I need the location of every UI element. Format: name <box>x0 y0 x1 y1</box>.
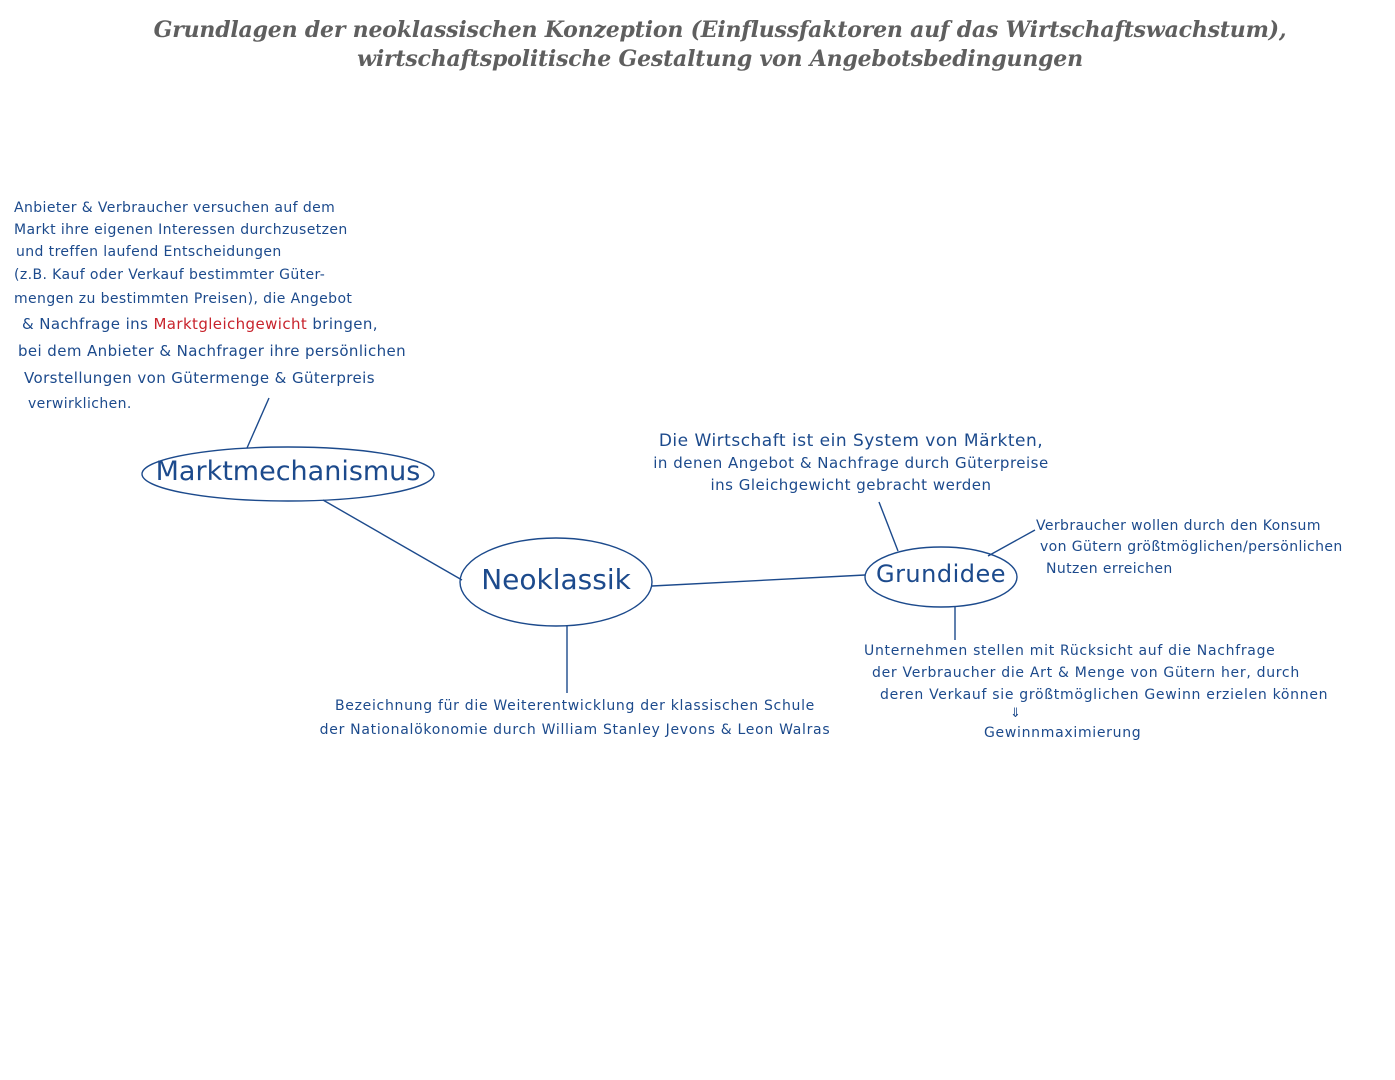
title-line-1: Grundlagen der neoklassischen Konzeption (Einflussfaktoren auf das Wirtschaftswachstum), <box>153 17 1287 43</box>
note-line: deren Verkauf sie größtmöglichen Gewinn erzielen können <box>880 687 1329 703</box>
note-line: Bezeichnung für die Weiterentwicklung der klassischen Schule <box>334 698 815 714</box>
note-grundidee-right <box>1036 516 1343 580</box>
note-conclusion: Gewinnmaximierung <box>984 725 1142 741</box>
connector-neoklassik-grundidee <box>652 575 865 586</box>
note-line: verwirklichen. <box>28 396 132 412</box>
note-line: der Verbraucher die Art & Menge von Gütern her, durch <box>872 665 1300 681</box>
note-line: mengen zu bestimmten Preisen), die Angebot <box>14 291 353 307</box>
note-line: Nutzen erreichen <box>1046 561 1173 577</box>
connector-grundidee-right-note <box>988 530 1035 556</box>
connector-grundidee-top-note <box>879 502 898 551</box>
node-marktmechanismus <box>142 456 434 487</box>
note-line: in denen Angebot & Nachfrage durch Güterpreise <box>653 454 1049 472</box>
node-neoklassik <box>460 563 652 596</box>
note-line: Verbraucher wollen durch den Konsum <box>1036 518 1321 534</box>
node-grundidee <box>865 560 1017 588</box>
note-neoklassik <box>285 694 865 742</box>
node-neoklassik-label: Neoklassik <box>481 563 631 596</box>
note-text: & Nachfrage ins <box>22 315 154 333</box>
connector-marktmechanismus-neoklassik <box>323 500 462 580</box>
note-line: der Nationalökonomie durch William Stanley Jevons & Leon Walras <box>319 722 831 738</box>
double-arrow-down-icon: ⇓ <box>1010 706 1022 721</box>
note-text: bringen, <box>307 315 378 333</box>
note-line: ins Gleichgewicht gebracht werden <box>710 476 992 494</box>
note-grundidee-top <box>636 430 1066 496</box>
note-line: Anbieter & Verbraucher versuchen auf dem <box>14 200 336 216</box>
note-line: (z.B. Kauf oder Verkauf bestimmter Güter- <box>14 267 326 283</box>
note-line: Markt ihre eigenen Interessen durchzusetzen <box>14 222 348 238</box>
node-grundidee-label: Grundidee <box>875 560 1007 588</box>
note-marktmechanismus <box>14 197 406 416</box>
note-line: und treffen laufend Entscheidungen <box>16 244 282 260</box>
highlight-marktgleichgewicht: Marktgleichgewicht <box>153 315 308 333</box>
note-line: Die Wirtschaft ist ein System von Märkten, <box>658 431 1044 451</box>
note-line-highlight <box>14 311 406 338</box>
note-grundidee-bottom <box>864 640 1328 744</box>
note-line: von Gütern größtmöglichen/persönlichen <box>1040 539 1343 555</box>
title-line-2: wirtschaftspolitische Gestaltung von Angebotsbedingungen <box>357 46 1083 72</box>
note-line: bei dem Anbieter & Nachfrager ihre persönlichen <box>18 342 407 360</box>
note-line: Unternehmen stellen mit Rücksicht auf die Nachfrage <box>864 643 1276 659</box>
node-marktmechanismus-label: Marktmechanismus <box>155 456 421 487</box>
note-line: Vorstellungen von Gütermenge & Güterpreis <box>24 369 375 387</box>
